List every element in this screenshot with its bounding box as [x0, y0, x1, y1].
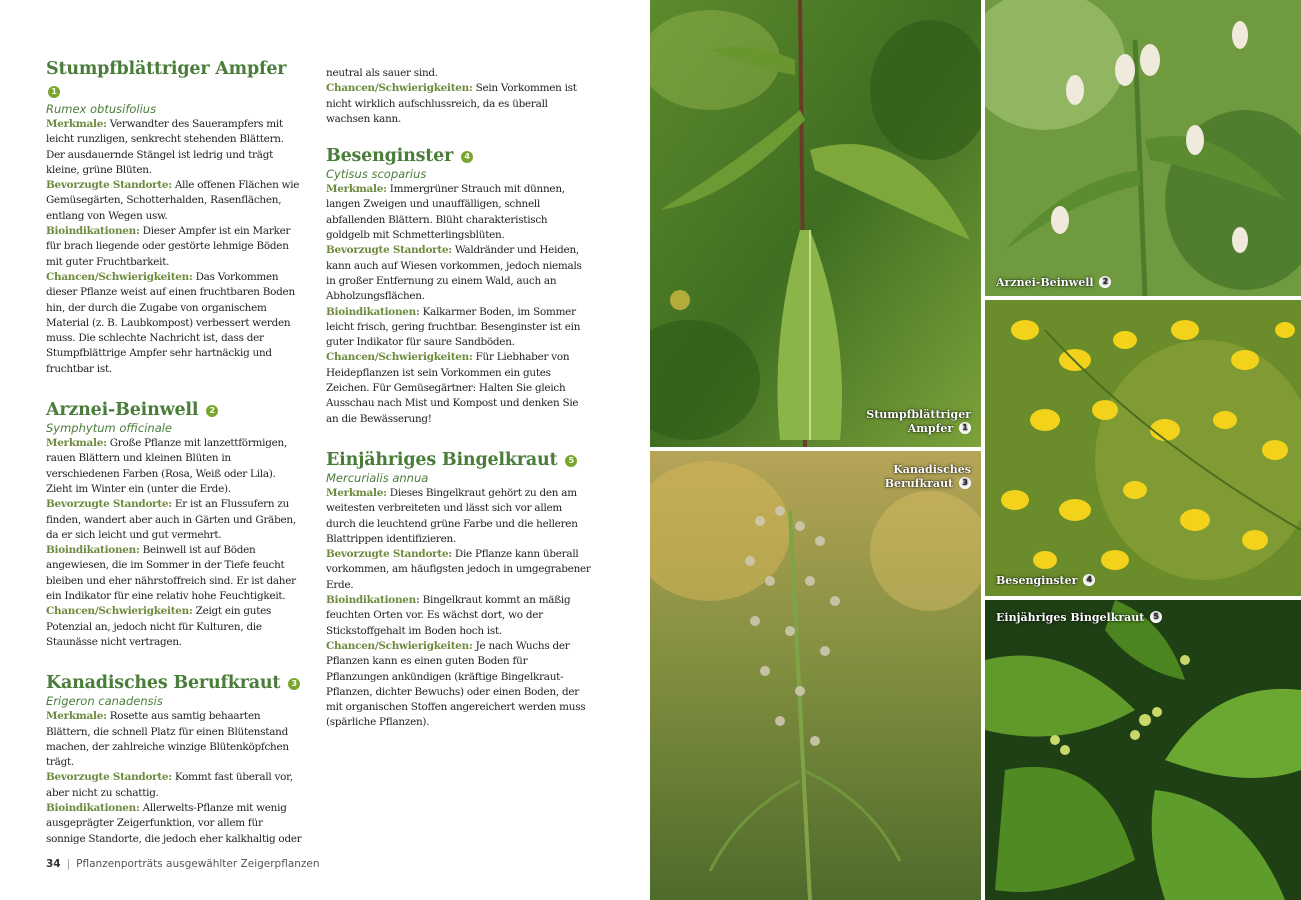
bio-text: Bingelkraut kommt an mäßig feuchten Orten vor. Es wächst dort, wo der Stickstoffgehalt im Boden hoch ist.	[326, 594, 571, 637]
footer-text: Pflanzenporträts ausgewählter Zeigerpflanzen	[76, 858, 320, 870]
merkmale-label: Merkmale:	[326, 486, 387, 499]
chancen-text: Für Liebhaber von Heidepflanzen ist sein Vorkommen ein gutes Zeichen. Für Gemüsegärtner: Halten Sie gleich Ausschau nach Mist und Kompost und denken Sie an die Bewässerung!	[326, 351, 579, 425]
caption-line: Kanadisches	[893, 463, 971, 476]
standorte-label: Bevorzugte Standorte:	[46, 179, 172, 192]
latin-name: Cytisus scoparius	[326, 167, 427, 182]
caption-line	[866, 422, 971, 436]
merkmale-text: Immergrüner Strauch mit dünnen, langen Zweigen und unauffälligen, schnell abfallenden Blättern. Blüht charakteristisch goldgelb mit Schmetterlingsblüten.	[326, 183, 565, 242]
chancen-paragraph	[326, 81, 592, 127]
photo-caption-rumex	[866, 408, 971, 436]
footer-separator: |	[66, 858, 71, 870]
merkmale-text: Große Pflanze mit lanzettförmigen, rauen Blättern und kleinen Blüten in verschiedenen Farben (Rosa, Weiß oder Lila). Zieht im Winter ein (unter die Erde).	[46, 437, 288, 495]
chancen-label: Chancen/Schwierigkeiten:	[326, 351, 473, 364]
photo-caption-erigeron	[885, 463, 971, 491]
merkmale-paragraph	[46, 117, 302, 178]
merkmale-label: Merkmale:	[46, 437, 107, 450]
chancen-text: Je nach Wuchs der Pflanzen kann es einen guten Boden für Pflanzungen ankündigen (kräftige Bingelkraut-Pflanzen, dichter Bewuchs) oder einen Boden, der mit organischen Stoffen angereichert werden muss (spärliche Pflanzen).	[326, 639, 586, 729]
number-badge: 2	[1099, 276, 1111, 288]
plant-title-text: Kanadisches Berufkraut	[46, 673, 281, 694]
photo-erigeron	[650, 451, 981, 900]
merkmale-label: Merkmale:	[326, 183, 387, 196]
chancen-text: Sein Vorkommen ist nicht wirklich aufschlussreich, da es überall wachsen kann.	[326, 82, 577, 125]
chancen-label: Chancen/Schwierigkeiten:	[326, 82, 473, 95]
latin-name: Mercurialis annua	[326, 470, 429, 485]
chancen-text: Zeigt ein gutes Potenzial an, jedoch nicht für Kulturen, die Staunässe nicht vertragen.	[46, 605, 272, 648]
plant-title	[46, 399, 302, 421]
plant-title	[326, 449, 592, 471]
page-number: 34	[46, 858, 61, 870]
plant-entry-cytisus	[326, 145, 592, 427]
standorte-text: Waldränder und Heiden, kann auch auf Wiesen vorkommen, jedoch niemals in großer Entfernung zu einem Wald, auch an Abholzungsflächen.	[326, 244, 582, 303]
number-badge: 4	[1083, 574, 1095, 586]
bio-label: Bioindikationen:	[326, 305, 420, 318]
photo-rumex-image	[650, 0, 981, 447]
bio-label: Bioindikationen:	[46, 544, 140, 557]
merkmale-paragraph	[326, 182, 592, 243]
photo-mercurialis-image	[985, 600, 1301, 900]
photo-rumex	[650, 0, 981, 447]
standorte-label: Bevorzugte Standorte:	[326, 548, 452, 561]
caption-line	[885, 477, 971, 491]
bio-paragraph	[46, 224, 302, 270]
latin-name: Symphytum officinale	[46, 421, 173, 436]
chancen-label: Chancen/Schwierigkeiten:	[46, 605, 193, 618]
chancen-paragraph	[46, 270, 302, 377]
merkmale-text: Verwandter des Sauerampfers mit leicht runzligen, senkrecht stehenden Blättern. Der ausdauernde Stängel ist ledrig und trägt kleine, grüne Blüten.	[46, 118, 284, 176]
number-badge: 3	[959, 477, 971, 489]
number-badge: 4	[461, 151, 473, 163]
bio-text: Beinwell ist auf Böden angewiesen, die im Sommer in der Tiefe feucht bleiben und eher nährstoffreich sind. Er ist daher ein Indikator für eine relativ hohe Feuchtigkeit.	[46, 544, 296, 603]
bio-label: Bioindikationen:	[326, 594, 420, 607]
number-badge: 1	[48, 86, 60, 98]
chancen-label: Chancen/Schwierigkeiten:	[326, 639, 473, 652]
photo-caption-mercurialis	[996, 611, 1162, 625]
plant-title	[46, 58, 302, 102]
standorte-text: Kommt fast überall vor, aber nicht zu schattig.	[46, 771, 293, 799]
photo-symphytum-image	[985, 0, 1301, 296]
page-footer	[46, 858, 320, 870]
photo-erigeron-image	[650, 451, 981, 900]
bio-text: Kalkarmer Boden, im Sommer leicht frisch, gering fruchtbar. Besenginster ist ein guter Indikator für saure Sandböden.	[326, 305, 581, 349]
bio-label: Bioindikationen:	[46, 801, 140, 814]
plant-title-text: Besenginster	[326, 146, 454, 167]
plant-title	[46, 672, 302, 694]
photo-cytisus	[985, 300, 1301, 596]
number-badge: 2	[206, 405, 218, 417]
standorte-paragraph	[46, 497, 302, 543]
bio-label: Bioindikationen:	[46, 225, 140, 238]
photo-caption-symphytum	[996, 276, 1111, 290]
chancen-paragraph	[46, 604, 302, 650]
merkmale-text: Dieses Bingelkraut gehört zu den am weitesten verbreiteten und lässt sich vor allem durch die leuchtend grüne Farbe und die helleren Blattrippen identifizieren.	[326, 486, 578, 545]
standorte-text: Die Pflanze kann überall vorkommen, am häufigsten jedoch in umgegrabener Erde.	[326, 548, 591, 591]
plant-title-text: Einjähriges Bingelkraut	[326, 449, 558, 470]
photo-cytisus-image	[985, 300, 1301, 596]
continued-text	[326, 66, 592, 127]
number-badge: 5	[1150, 611, 1162, 623]
bio-paragraph	[326, 593, 592, 639]
standorte-paragraph	[326, 547, 592, 593]
standorte-text: Alle offenen Flächen wie Gemüsegärten, Schotterhalden, Rasenflächen, entlang von Wegen usw.	[46, 179, 300, 222]
plant-entry-erigeron	[46, 672, 302, 847]
plant-title-text: Arznei-Beinwell	[46, 400, 199, 421]
plant-title-text: Stumpfblättriger Ampfer	[46, 59, 287, 79]
number-badge: 1	[959, 422, 971, 434]
standorte-text: Er ist an Flussufern zu finden, wandert aber auch in Gärten und Gräben, da er sich leicht und gut vermehrt.	[46, 498, 296, 541]
standorte-paragraph	[326, 243, 592, 304]
merkmale-text: Rosette aus samtig behaarten Blättern, die schnell Platz für einen Blütenstand machen, der zahlreiche winzige Blütenköpfchen trägt.	[46, 710, 289, 769]
plant-entry-rumex	[46, 58, 302, 377]
text-column-left	[46, 58, 302, 869]
latin-name: Rumex obtusifolius	[46, 102, 157, 116]
merkmale-paragraph	[46, 436, 302, 497]
caption-text: Ampfer	[907, 422, 954, 435]
caption-text: Berufkraut	[884, 477, 954, 490]
merkmale-paragraph	[326, 486, 592, 547]
number-badge: 3	[288, 678, 300, 690]
bio-paragraph	[46, 543, 302, 604]
bio-paragraph	[326, 305, 592, 351]
caption-text: Besenginster	[996, 574, 1078, 587]
photo-mercurialis	[985, 600, 1301, 900]
merkmale-paragraph	[46, 709, 302, 770]
plant-title	[326, 145, 592, 167]
plant-entry-mercurialis	[326, 449, 592, 731]
standorte-paragraph	[46, 178, 302, 224]
photo-symphytum	[985, 0, 1301, 296]
photo-caption-cytisus	[996, 574, 1095, 588]
bio-paragraph	[46, 801, 302, 847]
merkmale-label: Merkmale:	[46, 118, 107, 130]
chancen-paragraph	[326, 639, 592, 731]
text-column-right	[326, 66, 592, 753]
chancen-label: Chancen/Schwierigkeiten:	[46, 270, 193, 283]
latin-name: Erigeron canadensis	[46, 694, 163, 709]
caption-line: Stumpfblättriger	[866, 408, 971, 421]
merkmale-label: Merkmale:	[46, 710, 107, 723]
caption-text: Arznei-Beinwell	[996, 276, 1094, 289]
standorte-label: Bevorzugte Standorte:	[46, 771, 172, 784]
chancen-paragraph	[326, 350, 592, 426]
chancen-text: Das Vorkommen dieser Pflanze weist auf einen fruchtbaren Boden hin, der durch die Zugabe von organischem Material (z. B. Laubkompost) verbessert werden muss. Die schlechte Nachricht ist, dass der Stumpfblättrige Ampfer sehr hartnäckig und fruchtbar ist.	[46, 270, 295, 375]
number-badge: 5	[565, 455, 577, 467]
standorte-paragraph	[46, 770, 302, 801]
continued-paragraph: neutral als sauer sind.	[326, 67, 438, 79]
plant-entry-symphytum	[46, 399, 302, 650]
standorte-label: Bevorzugte Standorte:	[326, 244, 452, 257]
bio-text: Dieser Ampfer ist ein Marker für brach liegende oder gestörte lehmige Böden mit guter Fruchtbarkeit.	[46, 225, 291, 268]
bio-text: Allerwelts-Pflanze mit wenig ausgeprägter Zeigerfunktion, vor allem für sonnige Standorte, die jedoch eher kalkhaltig oder	[46, 801, 302, 845]
standorte-label: Bevorzugte Standorte:	[46, 498, 172, 511]
caption-text: Einjähriges Bingelkraut	[996, 611, 1145, 624]
